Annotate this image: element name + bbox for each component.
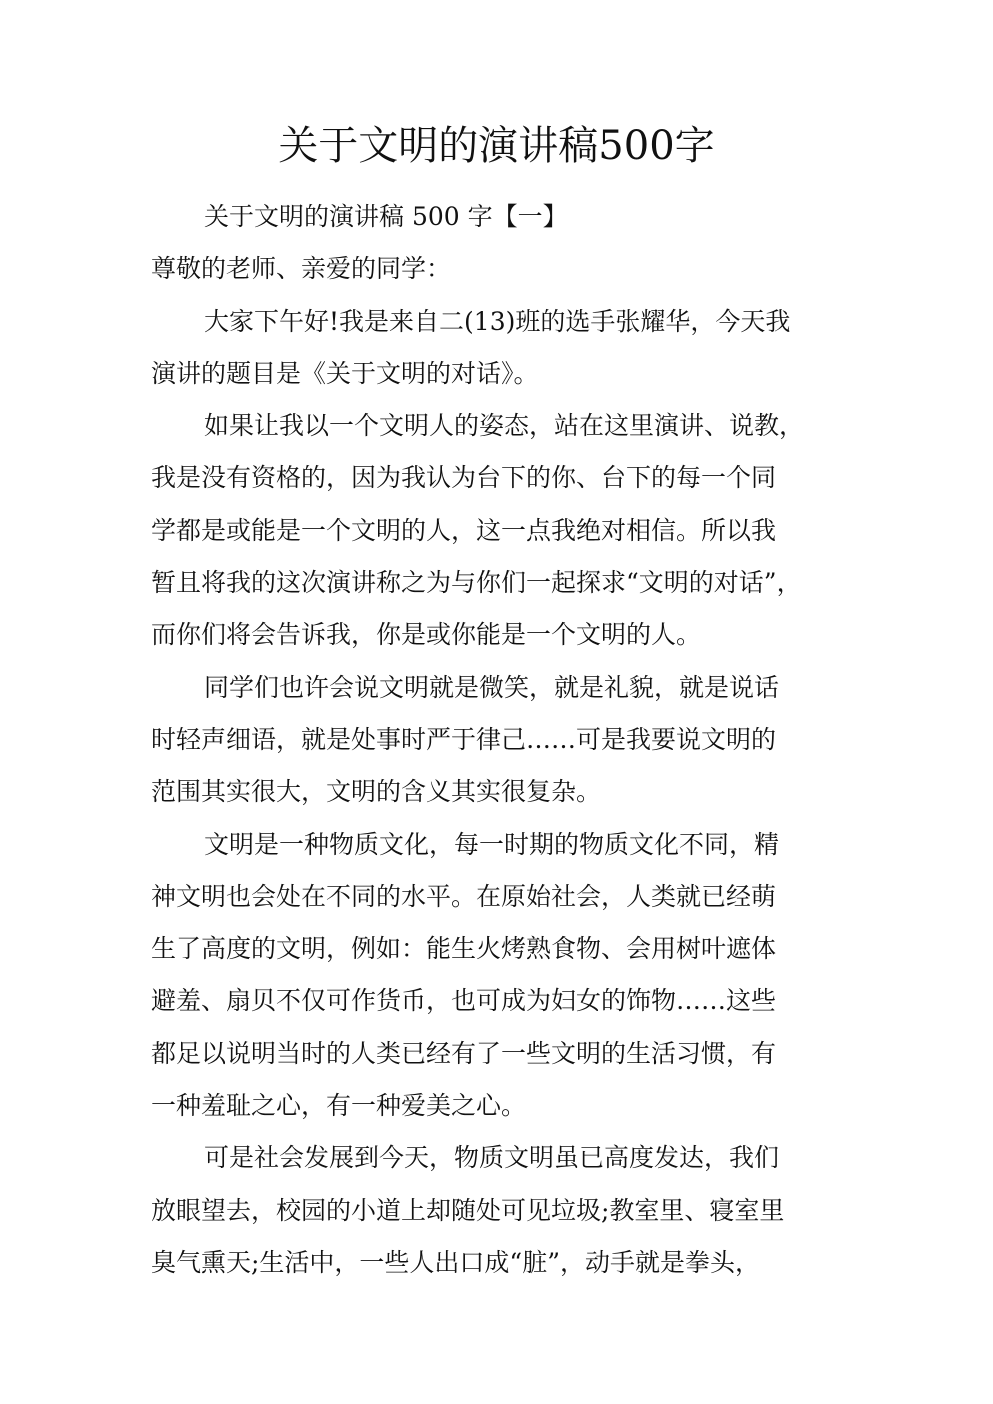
paragraph-line: 大家下午好!我是来自二(13)班的选手张耀华，今天我 — [204, 306, 791, 336]
paragraph-line: 臭气熏天;生活中，一些人出口成“脏”，动手就是拳头， — [151, 1247, 760, 1277]
document-title: 关于文明的演讲稿500字 — [278, 123, 715, 169]
paragraph-line: 演讲的题目是《关于文明的对话》。 — [151, 358, 539, 388]
paragraph-line: 暂且将我的这次演讲称之为与你们一起探求“文明的对话”， — [151, 568, 802, 598]
paragraph-line: 生了高度的文明，例如：能生火烤熟食物、会用树叶遮体 — [151, 934, 777, 964]
paragraph-line: 放眼望去，校园的小道上却随处可见垃圾;教室里、寝室里 — [151, 1195, 785, 1225]
paragraph-line: 一种羞耻之心，有一种爱美之心。 — [151, 1091, 527, 1121]
paragraph-line: 神文明也会处在不同的水平。在原始社会，人类就已经萌 — [151, 881, 777, 911]
salutation-line: 尊敬的老师、亲爱的同学： — [151, 254, 452, 284]
section-heading: 关于文明的演讲稿 500 字【一】 — [204, 202, 568, 231]
paragraph-line: 而你们将会告诉我，你是或你能是一个文明的人。 — [151, 620, 702, 650]
paragraph-line: 学都是或能是一个文明的人，这一点我绝对相信。所以我 — [151, 515, 777, 545]
paragraph-line: 都足以说明当时的人类已经有了一些文明的生活习惯，有 — [151, 1038, 777, 1068]
document-body — [151, 191, 841, 1289]
paragraph-line: 避羞、扇贝不仅可作货币，也可成为妇女的饰物……这些 — [151, 986, 777, 1016]
paragraph-line: 同学们也许会说文明就是微笑，就是礼貌，就是说话 — [204, 672, 780, 702]
paragraph-line: 我是没有资格的，因为我认为台下的你、台下的每一个同 — [151, 463, 777, 493]
paragraph-line: 时轻声细语，就是处事时严于律己……可是我要说文明的 — [151, 724, 777, 754]
paragraph-line: 可是社会发展到今天，物质文明虽已高度发达，我们 — [204, 1143, 780, 1173]
paragraph-line: 文明是一种物质文化，每一时期的物质文化不同，精 — [204, 829, 780, 859]
paragraph-line: 范围其实很大，文明的含义其实很复杂。 — [151, 777, 602, 807]
paragraph-line: 如果让我以一个文明人的姿态，站在这里演讲、说教， — [204, 411, 805, 441]
